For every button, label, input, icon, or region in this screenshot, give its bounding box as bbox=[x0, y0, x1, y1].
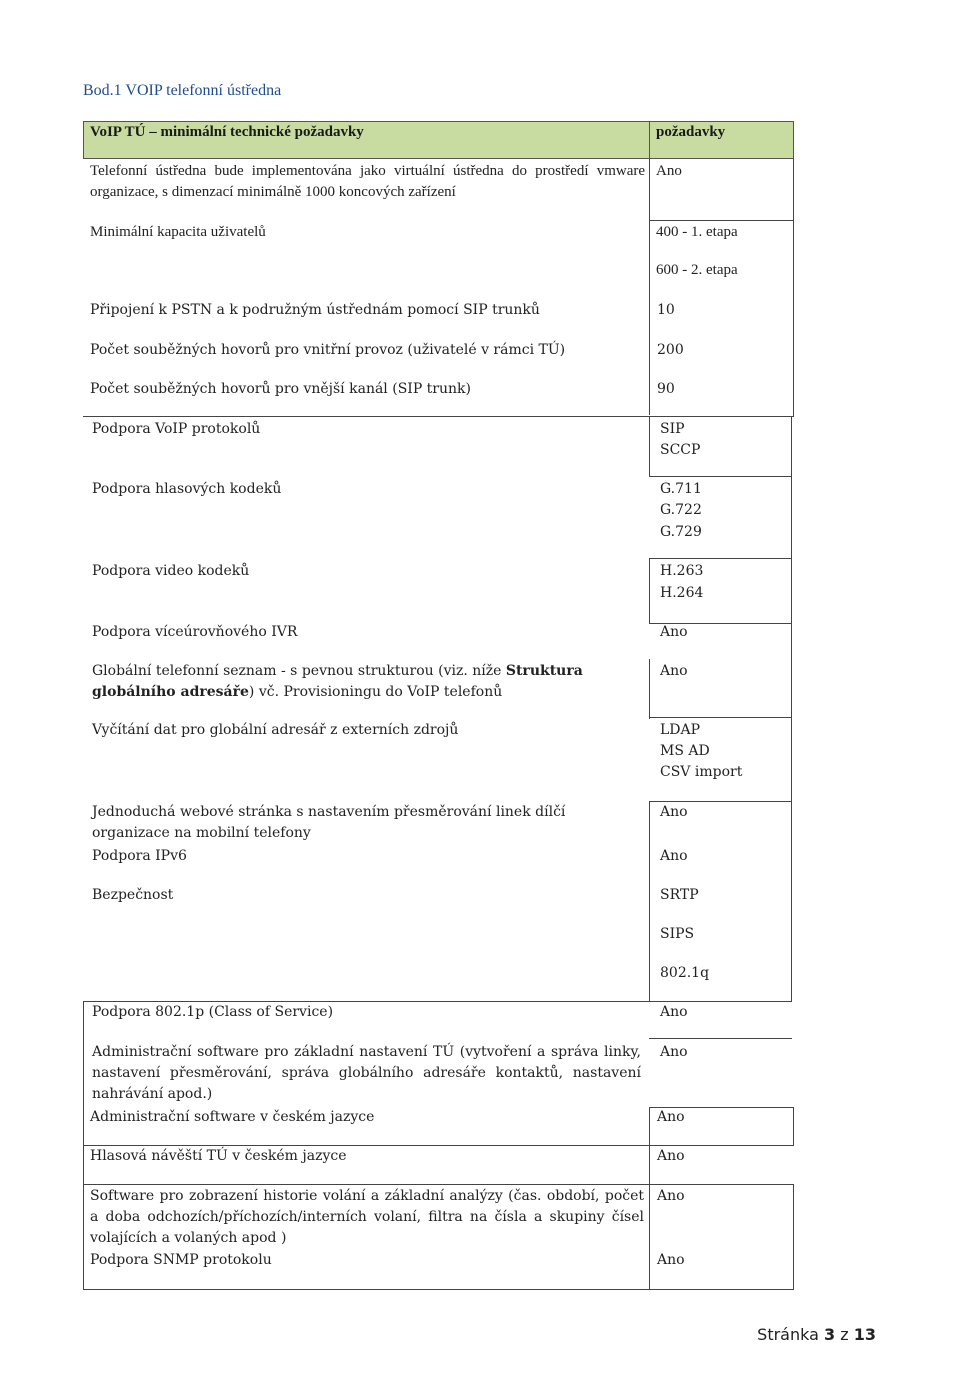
row-value: 802.1q bbox=[660, 965, 710, 981]
table-header bbox=[83, 121, 794, 159]
row-value: Ano bbox=[657, 1188, 685, 1204]
row-value: Ano bbox=[657, 1252, 685, 1268]
table-row: Minimální kapacita uživatelů bbox=[90, 224, 266, 240]
row-value: Ano bbox=[660, 848, 688, 864]
row-value: G.729 bbox=[660, 524, 702, 540]
table-row: Software pro zobrazení historie volání a základní analýzy (čas. období, počet a doba odchozích/příchozích/interních volaní, filtra na čísla a skupiny čísel volajících a volaných apod ) bbox=[90, 1188, 644, 1246]
table-row: Připojení k PSTN a k podružným ústřednám pomocí SIP trunků bbox=[90, 302, 540, 318]
row-value: Ano bbox=[660, 1004, 688, 1020]
table-row: Globální telefonní seznam - s pevnou strukturou (viz. níže Struktura globálního adresáře) vč. Provisioningu do VoIP telefonů bbox=[92, 663, 583, 700]
row-value: SRTP bbox=[660, 887, 699, 903]
table-row: Vyčítání dat pro globální adresář z externích zdrojů bbox=[92, 722, 459, 738]
table-row: Bezpečnost bbox=[92, 887, 174, 903]
header-col-values: požadavky bbox=[656, 124, 726, 140]
row-value: 90 bbox=[657, 381, 675, 397]
table-row: Hlasová návěští TÚ v českém jazyce bbox=[90, 1148, 347, 1164]
table-row: Počet souběžných hovorů pro vnější kanál (SIP trunk) bbox=[90, 381, 471, 397]
table-row: Podpora video kodeků bbox=[92, 563, 250, 579]
table-row: Podpora VoIP protokolů bbox=[92, 421, 261, 437]
row-value: MS AD bbox=[660, 743, 710, 759]
row-value: G.711 bbox=[660, 481, 702, 497]
row-value: H.263 bbox=[660, 563, 704, 579]
table-row: Podpora 802.1p (Class of Service) bbox=[92, 1004, 334, 1020]
table-row: Jednoduchá webové stránka s nastavením přesměrování linek dílčí organizace na mobilní telefony bbox=[92, 804, 566, 841]
table-row: Podpora víceúrovňového IVR bbox=[92, 624, 298, 640]
row-value: SCCP bbox=[660, 442, 701, 458]
row-value: 600 - 2. etapa bbox=[656, 262, 738, 278]
row-value: 200 bbox=[657, 342, 684, 358]
table-row: Telefonní ústředna bude implementována jako virtuální ústředna do prostředí vmware organizace, s dimenzací minimálně 1000 koncových zařízení bbox=[90, 163, 645, 200]
row-value: 400 - 1. etapa bbox=[656, 224, 738, 240]
section-heading: Bod.1 VOIP telefonní ústředna bbox=[83, 82, 282, 99]
row-value: G.722 bbox=[660, 502, 702, 518]
table-row: Podpora IPv6 bbox=[92, 848, 187, 864]
table-row: Administrační software pro základní nastavení TÚ (vytvoření a správa linky, nastavení přesměrování, správa globálního adresáře kontaktů, nastavení nahrávání apod.) bbox=[92, 1044, 641, 1102]
row-value: SIP bbox=[660, 421, 685, 437]
row-value: Ano bbox=[660, 663, 688, 679]
table-row: Podpora hlasových kodeků bbox=[92, 481, 282, 497]
table-row: Administrační software v českém jazyce bbox=[90, 1109, 375, 1125]
row-value: Ano bbox=[660, 804, 688, 820]
row-value: Ano bbox=[660, 1044, 688, 1060]
row-value: SIPS bbox=[660, 926, 695, 942]
row-value: H.264 bbox=[660, 585, 704, 601]
page-footer: Stránka 3 z 13 bbox=[757, 1325, 876, 1344]
header-col-requirements: VoIP TÚ – minimální technické požadavky bbox=[90, 124, 364, 140]
row-value: Ano bbox=[660, 624, 688, 640]
table-row: Podpora SNMP protokolu bbox=[90, 1252, 272, 1268]
row-value: Ano bbox=[657, 1148, 685, 1164]
row-value: LDAP bbox=[660, 722, 701, 738]
row-value: Ano bbox=[657, 1109, 685, 1125]
row-value: CSV import bbox=[660, 764, 743, 780]
row-value: Ano bbox=[656, 163, 682, 179]
row-value: 10 bbox=[657, 302, 675, 318]
table-row: Počet souběžných hovorů pro vnitřní provoz (uživatelé v rámci TÚ) bbox=[90, 342, 566, 358]
